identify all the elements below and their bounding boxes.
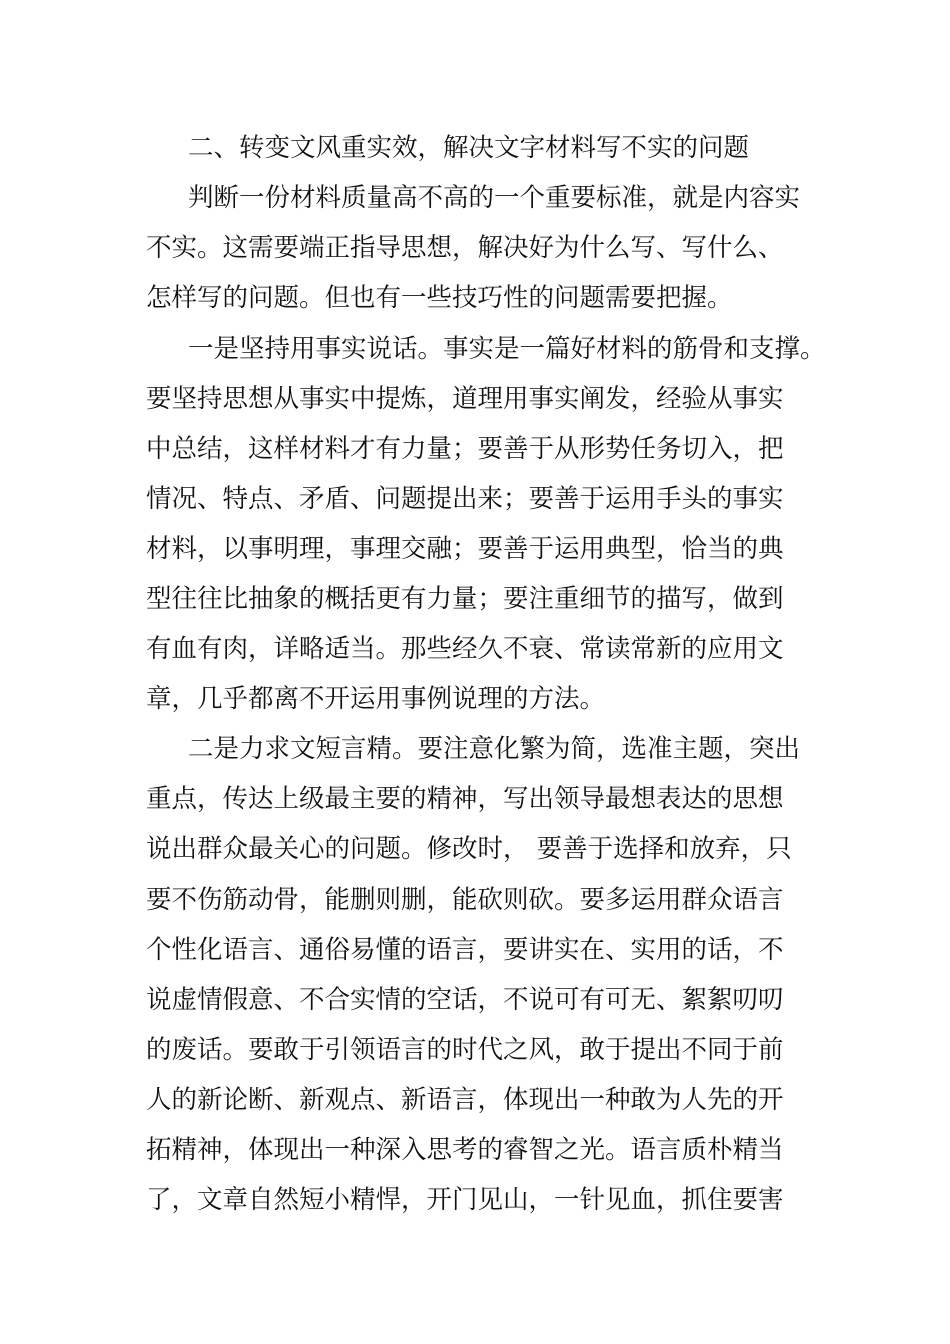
paragraph-line: 个性化语言、通俗易懂的语言，要讲实在、实用的话，不 bbox=[146, 935, 784, 965]
paragraph-line: 一是坚持用事实说话。事实是一篇好材料的筋骨和支撑。 bbox=[188, 334, 826, 364]
paragraph-line: 重点，传达上级最主要的精神，写出领导最想表达的思想 bbox=[146, 784, 784, 814]
paragraph-line: 中总结，这样材料才有力量；要善于从形势任务切入，把 bbox=[146, 434, 784, 464]
paragraph-line: 的废话。要敢于引领语言的时代之风，敢于提出不同于前 bbox=[146, 1035, 784, 1065]
section-heading: 二、转变文风重实效，解决文字材料写不实的问题 bbox=[188, 133, 750, 163]
paragraph-line: 了，文章自然短小精悍，开门见山，一针见血，抓住要害 bbox=[146, 1185, 784, 1215]
paragraph-line: 情况、特点、矛盾、问题提出来；要善于运用手头的事实 bbox=[146, 484, 784, 514]
paragraph-line: 型往往比抽象的概括更有力量；要注重细节的描写，做到 bbox=[146, 584, 784, 614]
paragraph-line: 不实。这需要端正指导思想，解决好为什么写、写什么、 bbox=[146, 233, 784, 263]
paragraph-line: 二是力求文短言精。要注意化繁为简，选准主题，突出 bbox=[188, 734, 801, 764]
paragraph-line: 说出群众最关心的问题。修改时， 要善于选择和放弃，只 bbox=[146, 834, 792, 864]
paragraph-line: 有血有肉，详略适当。那些经久不衰、常读常新的应用文 bbox=[146, 634, 784, 664]
paragraph-line: 要不伤筋动骨，能删则删，能砍则砍。要多运用群众语言 bbox=[146, 885, 784, 915]
paragraph-line: 怎样写的问题。但也有一些技巧性的问题需要把握。 bbox=[146, 283, 733, 313]
paragraph-line: 拓精神，体现出一种深入思考的睿智之光。语言质朴精当 bbox=[146, 1135, 784, 1165]
paragraph-line: 章，几乎都离不开运用事例说理的方法。 bbox=[146, 684, 606, 714]
paragraph-line: 说虚情假意、不合实情的空话，不说可有可无、絮絮叨叨 bbox=[146, 985, 784, 1015]
paragraph-line: 人的新论断、新观点、新语言，体现出一种敢为人先的开 bbox=[146, 1085, 784, 1115]
paragraph-line: 材料，以事明理，事理交融；要善于运用典型，恰当的典 bbox=[146, 534, 784, 564]
paragraph-line: 判断一份材料质量高不高的一个重要标准，就是内容实 bbox=[188, 183, 801, 213]
paragraph-line: 要坚持思想从事实中提炼，道理用事实阐发，经验从事实 bbox=[146, 384, 784, 414]
